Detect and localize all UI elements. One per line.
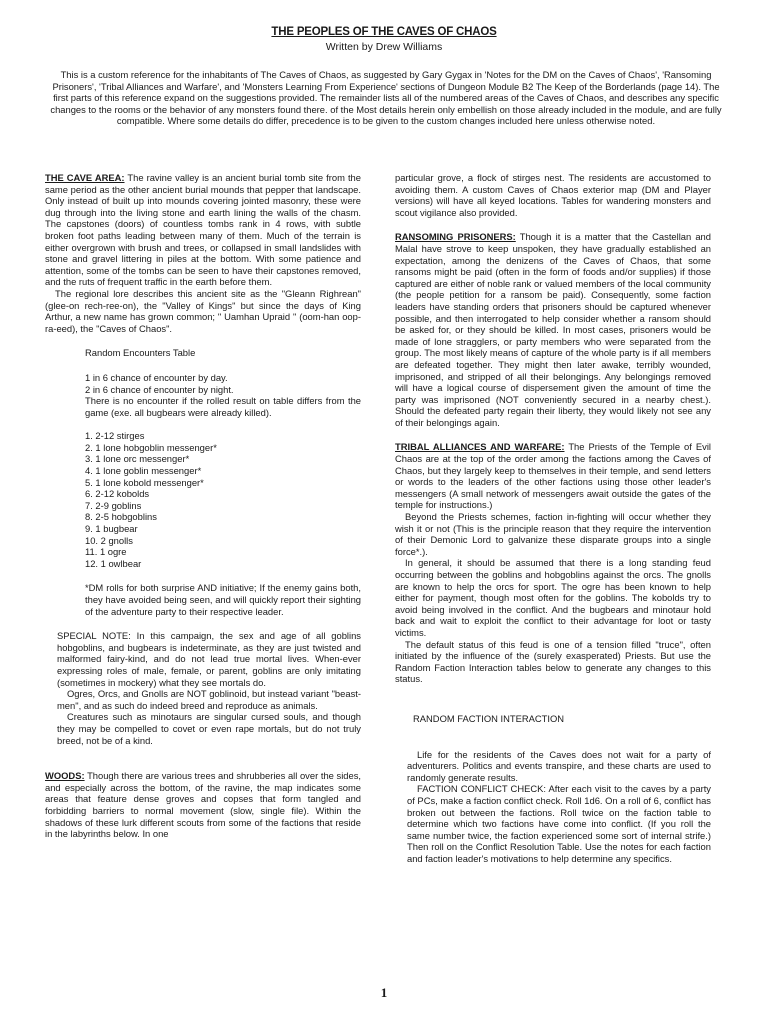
woods-heading: WOODS: xyxy=(45,770,85,782)
left-column xyxy=(45,172,361,840)
encounters-table-title: Random Encounters Table xyxy=(85,347,196,359)
list-item: 9. 1 bugbear xyxy=(85,523,138,535)
encounter-night-chance: 2 in 6 chance of encounter by night. xyxy=(85,383,234,395)
beyond-paragraph: Beyond the Priests schemes, faction in-fighting will occur whether they wish it or not (This is the principle reason that they require the intervention of their Demonic Lord to galvanize these disparate groups into a single force*.). xyxy=(395,511,711,557)
encounter-list xyxy=(85,430,361,569)
page-number: 1 xyxy=(380,985,388,1000)
creatures-paragraph: Creatures such as minotaurs are singular cursed souls, and though they may be compelled to covet or even rape mortals, but do not truly breed, not be of a kind. xyxy=(57,711,361,746)
right-column xyxy=(395,172,711,864)
woods-continued-paragraph: particular grove, a flock of stirges nest. The residents are accustomed to avoiding them. A custom Caves of Chaos exterior map (DM and Player versions) will have all keyed locations. Tables for wandering monsters and scout vigilance also provided. xyxy=(395,172,711,218)
document-title: THE PEOPLES OF THE CAVES OF CHAOS xyxy=(271,26,497,38)
cave-area-heading: THE CAVE AREA: xyxy=(45,172,125,183)
list-item: 4. 1 lone goblin messenger* xyxy=(85,465,202,477)
list-item: 10. 2 gnolls xyxy=(85,534,133,546)
default-status-paragraph: The default status of this feud is one of a tension filled "truce", often initiated by the influence of the (surely exasperated) Priests. But use the Random Faction Interaction tables below to generate any changes to this status. xyxy=(395,638,711,685)
woods-text: Though there are various trees and shrubberies all over the sides, and especially across the bottom, of the ravine, the map indicates some areas that feature dense groves and copses that form tangled and forbidding barriers to normal movement (slow, single file). Within the shadows of these lurk different scouts from some of the factions that reside in the labyrinths below. In one xyxy=(45,770,361,840)
life-paragraph: Life for the residents of the Caves does not wait for a party of adventurers. Politics and events transpire, and these charts are used to randomly generate results. xyxy=(407,748,711,783)
list-item: 7. 2-9 goblins xyxy=(85,499,142,511)
ransoming-text: Though it is a matter that the Castellan and Malal have strove to keep unspoken, they have gradually established an expectation, among the denizens of the Caves of Chaos, that some ransoms might be paid (often in the form of foods and/or supplies) if those captured are either of noble rank or valued members of the local community (the people petition for a ransom be paid). Consequently, some faction leaders have standing orders that prisoners should be captured whenever possible, and then interrogated to help consider whether a ransom should be asked for, or they should be killed. In most cases, prisoners would be made of lone stragglers, or party members who were separated from the group. The most likely means of capture of the whole party is if all members are defeated together. They might then later awake, terribly wounded, imprisoned, and stripped of all their belongings. Any belongings removed will have a logical course of dispersement given the amount of time the party was imprisoned (NOT conveniently secured in a nearby chest.). Should the defeated party regain their liberty, they would likely not see any of their belongings again. xyxy=(395,231,711,428)
list-item: 12. 1 owlbear xyxy=(85,557,142,569)
cave-area-text: The ravine valley is an ancient burial tomb site from the same period as the other ancient burial mounds that pepper that landscape. Only instead of built up into mounds covering jointed masonry, these were dug through into the living stone and earth lining the walls of the chasm. The capstones (doors) of countless tombs rank in 4 rows, with subtle broken foot paths leading between many of them. Much of the terrain is either overgrown with brush and trees, or collapsed in small landslides with stone and gravel littering in piles at the bottom. With some patience and attention, some of the tombs can be seen to have their capstones removed, and the ruts of frequent traffic in the earth before them. xyxy=(45,172,361,288)
list-item: 6. 2-12 kobolds xyxy=(85,488,150,500)
cave-area-paragraph xyxy=(45,172,361,288)
general-paragraph: In general, it should be assumed that there is a long standing feud occurring between the goblins and hobgoblins against the orcs. The gnolls are known to help the orcs for sport. The ogre has been known to help either for payment, though most often for the goblins. The kobolds try to avoid being involved in the conflict. And the bugbears and minotaur hold back and wait to exploit the conflict to their advantage for loot or tasty victims. xyxy=(395,557,711,638)
intro-paragraph: This is a custom reference for the inhabitants of The Caves of Chaos, as suggested by Gary Gygax in 'Notes for the DM on the Caves of Chaos', 'Ransoming Prisoners', 'Tribal Alliances and Warfare', and 'Monsters Learning From Experience' sections of Dungeon Module B2 The Keep of the Borderlands (page 14). The first parts of this reference expand on the suggestions provided. The remainder lists all of the numbered areas of the Caves of Chaos, and describes any specific changes to the rooms or the behavior of any monsters found there. of the Most details herein only embellish on those already included in the module, and are fully compatible. Where some details do differ, precedence is to be given to the custom changes included here unless otherwise noted. xyxy=(50,69,722,127)
ransoming-paragraph xyxy=(395,231,711,428)
encounter-day-chance: 1 in 6 chance of encounter by day. xyxy=(85,371,228,383)
special-note-paragraph: SPECIAL NOTE: In this campaign, the sex and age of all goblins hobgoblins, and bugbears is indeterminate, as they are just twisted and malformed fairy-kind, and do not lead true mortal lives. When-ever expressing roles of male, female, or parent, goblins are only imitating (sometimes in mockery) what they see mortals do. xyxy=(57,630,361,688)
tribal-paragraph xyxy=(395,441,711,511)
encounter-footnote: *DM rolls for both surprise AND initiative; If the enemy gains both, they have avoided being seen, and will quickly report their sighting of the adventure party to their respective leader. xyxy=(85,582,361,617)
woods-paragraph xyxy=(45,770,361,840)
list-item: 8. 2-5 hobgoblins xyxy=(85,511,157,523)
list-item: 1. 2-12 stirges xyxy=(85,430,145,442)
encounter-note: There is no encounter if the rolled result on table differs from the game (exe. all bugbears were already killed). xyxy=(85,395,361,418)
faction-conflict-paragraph: FACTION CONFLICT CHECK: After each visit to the caves by a party of PCs, make a faction conflict check. Roll 1d6. On a roll of 6, conflict has broken out between the factions. Roll twice on the faction table to determine which two factions have come into conflict. (If you roll the same number twice, the faction experienced some sort of internal strife.) Then roll on the Conflict Resolution Table. Use the notes for each faction and faction leader's motivations to help determine any specifics. xyxy=(407,783,711,864)
list-item: 2. 1 lone hobgoblin messenger* xyxy=(85,441,217,453)
ogres-paragraph: Ogres, Orcs, and Gnolls are NOT goblinoid, but instead variant "beast-men", and as such do indeed breed and reproduce as animals. xyxy=(57,688,361,711)
lore-paragraph: The regional lore describes this ancient site as the "Gleann Righrean" (glee-on rech-ree-on), the "Valley of Kings" but since the days of King Arthur, a new name has grown common; " Uamhan Upraid " (oom-han oop-ra-eed), the "Caves of Chaos". xyxy=(45,287,361,334)
author-byline: Written by Drew Williams xyxy=(325,41,443,53)
list-item: 5. 1 lone kobold messenger* xyxy=(85,476,204,488)
random-faction-interaction-title: RANDOM FACTION INTERACTION xyxy=(413,712,565,724)
ransoming-heading: RANSOMING PRISONERS: xyxy=(395,231,516,243)
tribal-heading: TRIBAL ALLIANCES AND WARFARE: xyxy=(395,441,565,453)
list-item: 11. 1 ogre xyxy=(85,546,127,558)
list-item: 3. 1 lone orc messenger* xyxy=(85,453,190,465)
tribal-text: The Priests of the Temple of Evil Chaos are at the top of the order among the factions among the Caves of Chaos, but they largely keep to themselves in their temple, and send letters or words to the leaders of the other factions using those other leader's messengers (A small network of messengers await outside the gates of the temple for instructions.) xyxy=(395,441,711,511)
